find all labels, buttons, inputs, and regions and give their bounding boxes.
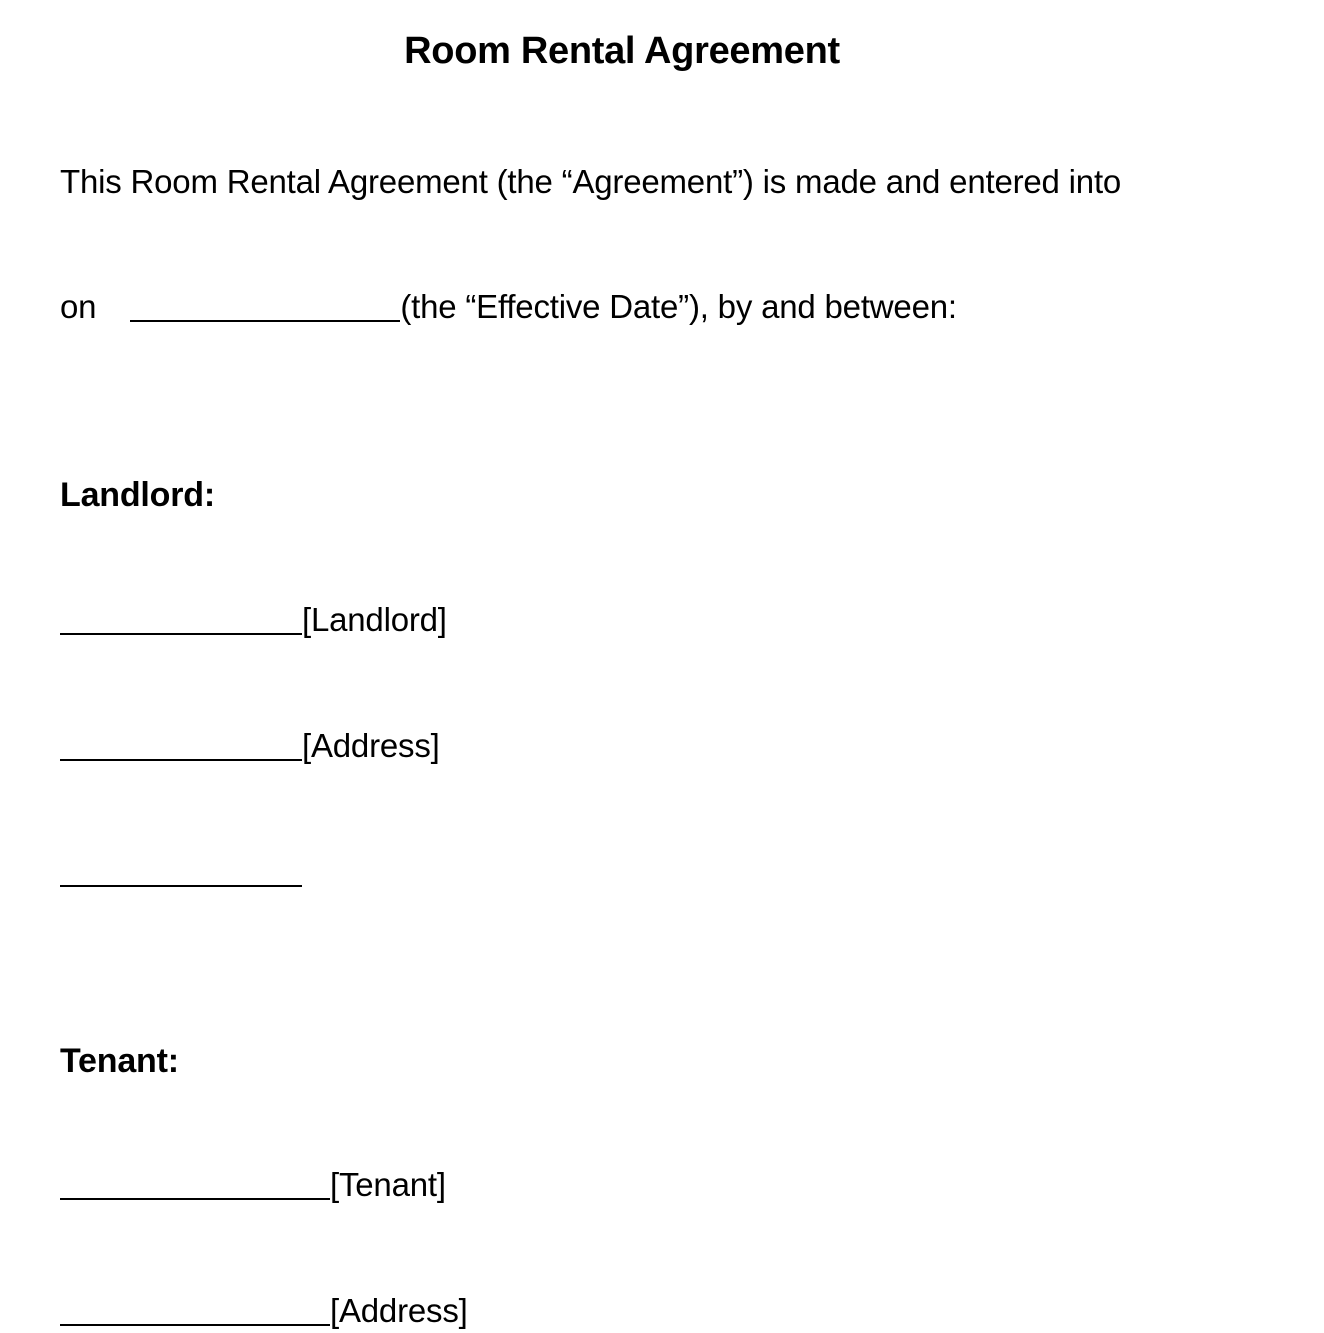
date-suffix: (the “Effective Date”), by and between: — [400, 288, 957, 325]
landlord-name-placeholder: [Landlord] — [302, 601, 447, 638]
landlord-name-line — [60, 598, 447, 642]
landlord-address-placeholder: [Address] — [302, 727, 440, 764]
landlord-name-blank[interactable] — [60, 603, 302, 635]
tenant-name-blank[interactable] — [60, 1168, 330, 1200]
landlord-address-blank[interactable] — [60, 729, 302, 761]
tenant-name-placeholder: [Tenant] — [330, 1166, 446, 1203]
intro-paragraph: This Room Rental Agreement (the “Agreement”) is made and entered into — [60, 163, 1122, 200]
effective-date-line — [60, 285, 957, 329]
tenant-heading: Tenant: — [60, 1042, 179, 1080]
tenant-address-placeholder: [Address] — [330, 1292, 468, 1329]
tenant-address-line — [60, 1289, 468, 1333]
landlord-address-line — [60, 724, 440, 768]
effective-date-blank[interactable] — [130, 290, 400, 322]
tenant-address-blank[interactable] — [60, 1294, 330, 1326]
landlord-extra-blank[interactable] — [60, 855, 302, 887]
landlord-heading: Landlord: — [60, 476, 215, 514]
landlord-extra-line — [60, 850, 302, 894]
date-prefix: on — [60, 288, 97, 325]
tenant-name-line — [60, 1163, 446, 1207]
document-title: Room Rental Agreement — [404, 30, 840, 72]
